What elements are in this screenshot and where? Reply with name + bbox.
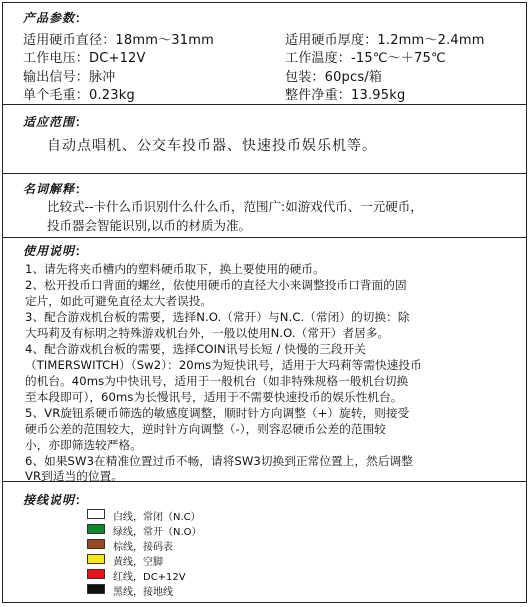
usage-line-11: 硬币公差的范围较大，逆时针方向调整（-），则容忍硬币公差的范围较 [25,422,386,436]
wire-yellow-label: 黄线，空脚 [113,557,163,568]
yellow-wire-swatch [87,554,105,564]
wire-green-label: 绿线，常开（N.O） [113,527,202,538]
wire-white-label: 白线，常闭（N.C） [113,512,201,523]
usage-line-6: 4、配合游戏机台板的需要，选择COIN讯号长短 / 快慢的三段开关 [25,342,367,356]
spec-right-thickness: 适用硬币厚度：1.2mm～2.4mm [285,33,485,48]
spec-right-packing: 包装：60pcs/箱 [285,70,383,85]
spec-right-temperature: 工作温度：-15℃～＋75℃ [285,51,446,66]
usage-line-13: 6、如果SW3在精准位置过币不畅，请将SW3切换到正常位置上，然后调整 [25,454,413,468]
application-text: 自动点唱机、公交车投币器、快速投币娱乐机等。 [47,138,377,154]
usage-line-4: 3、配合游戏机台板的需要，选择N.O.（常开）与N.C.（常闭）的切换：除 [25,310,410,324]
black-wire-swatch [87,584,105,594]
usage-line-5: 大玛莉及有标明之特殊游戏机台外，一般以使用N.O.（常开）者居多。 [25,326,390,340]
terms-heading: 名词解释： [23,182,89,196]
green-wire-swatch [87,524,105,534]
usage-line-10: 5、VR旋钮系硬币筛选的敏感度调整，顺时针方向调整（+）旋转，则接受 [25,406,410,420]
usage-line-8: 的机台。40ms为中快讯号，适用于一般机台（如非特殊规格一般机台切换 [25,374,409,388]
spec-left-signal: 输出信号：脉冲 [23,70,116,85]
wire-red-label: 红线，DC+12V [113,572,186,583]
brown-wire-swatch [87,539,105,549]
usage-line-14: VR到适当的位置。 [25,469,124,483]
product-params-heading: 产品参数： [23,11,89,25]
spec-sheet [2,2,527,603]
wire-brown-label: 棕线，接码表 [113,542,173,553]
spec-left-diameter: 适用硬币直径：18mm～31mm [23,33,214,48]
usage-line-1: 1、请先将夹币槽内的塑料硬币取下，换上要使用的硬币。 [25,262,325,276]
wiring-heading: 接线说明： [23,493,89,507]
terms-line-2: 投币器会智能识别,以币的材质为准。 [47,218,251,233]
application-section [3,105,526,174]
usage-line-7: （TIMERSWITCH）（Sw2）：20ms为短快讯号，适用于大玛莉等需快速投币 [25,358,422,372]
product-params-section [3,3,526,105]
wiring-section [3,482,526,602]
white-wire-swatch [87,509,105,519]
usage-heading: 使用说明： [23,244,89,258]
red-wire-swatch [87,569,105,579]
application-heading: 适应范围： [23,115,89,129]
usage-section [3,238,526,482]
usage-line-2: 2、松开投币口背面的螺丝，依使用硬币的直径大小来调整投币口背面的固 [25,278,407,292]
wire-black-label: 黑线，接地线 [113,587,173,598]
spec-left-weight: 单个毛重：0.23kg [23,88,135,103]
usage-line-9: 至本段即可），60ms为长慢讯号，适用于不需要快速投币的娱乐性机台。 [25,390,403,404]
terms-line-1: 比较式--卡什么币识别什么什么币，范围广:如游戏代币、一元硬币， [47,199,423,214]
spec-left-voltage: 工作电压：DC+12V [23,51,146,66]
spec-right-net-weight: 整件净重：13.95kg [285,88,406,103]
terms-section [3,174,526,238]
usage-line-3: 定片，如此可避免直径太大者误投。 [25,294,213,308]
usage-line-12: 小，亦即筛选较严格。 [25,438,142,452]
